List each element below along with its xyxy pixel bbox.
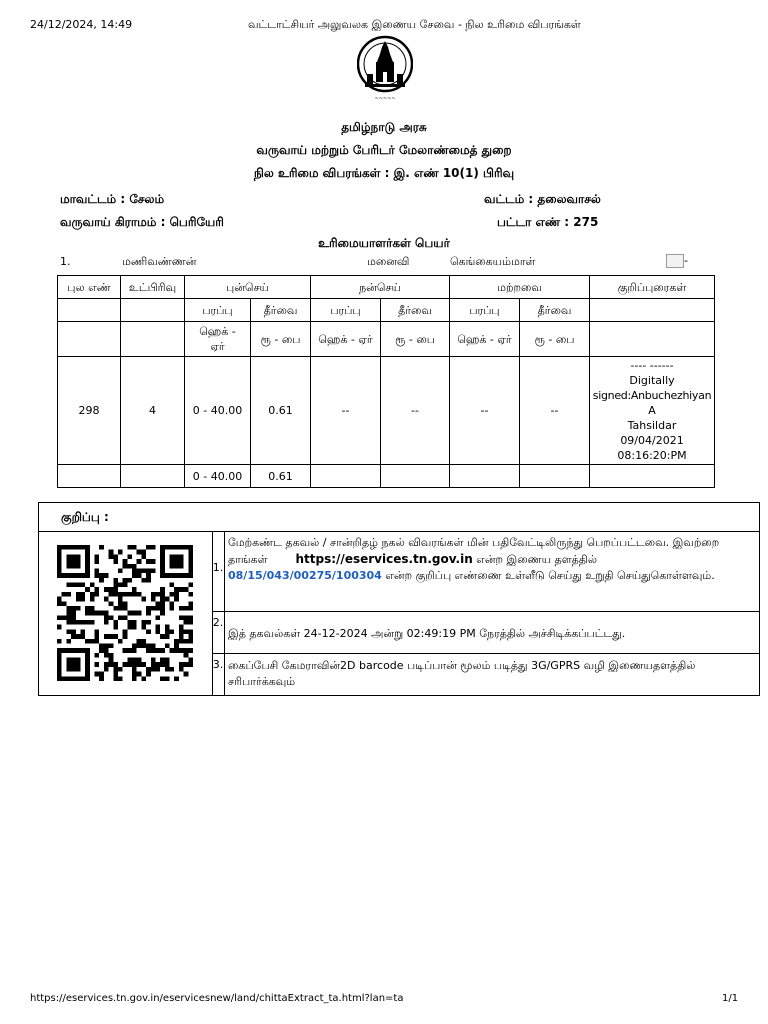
remarks-line: A	[648, 404, 656, 417]
note-number-text: 1.	[212, 561, 224, 574]
nanjai-area-cell: --	[311, 357, 381, 465]
owner-relation: மனைவி	[367, 255, 410, 268]
nanjai-header: நன்செய்	[311, 276, 450, 299]
qr-code-icon	[57, 545, 193, 681]
punjai-header: புன்செய்	[185, 276, 311, 299]
land-details-table	[57, 275, 715, 488]
note-item-2	[212, 612, 759, 654]
svg-text:~~~~~: ~~~~~	[374, 96, 396, 102]
table-total-row	[58, 465, 715, 488]
owners-heading: உரிமையாளர்கள் பெயர்	[318, 236, 450, 250]
nanjai-area-unit: ஹெக் - ஏர்	[311, 322, 381, 357]
taluk-label: வட்டம் : தலைவாசல்	[484, 192, 601, 206]
other-tax-header: தீர்வை	[520, 299, 590, 322]
broken-image-icon	[666, 254, 684, 268]
nanjai-tax-cell: --	[381, 357, 450, 465]
total-punjai-area: 0 - 40.00	[185, 465, 251, 488]
govt-title: தமிழ்நாடு அரசு	[341, 120, 427, 134]
print-footer-url: https://eservices.tn.gov.in/eservicesnew/land/chittaExtract_ta.html?lan=ta	[30, 993, 404, 1004]
punjai-tax-unit: ரூ - பை	[251, 322, 311, 357]
department-title: வருவாய் மற்றும் பேரிடர் மேலாண்மைத் துறை	[256, 143, 512, 157]
other-area-header: பரப்பு	[450, 299, 520, 322]
other-tax-cell: --	[520, 357, 590, 465]
nanjai-tax-unit: ரூ - பை	[381, 322, 450, 357]
note-number-text: 2.	[212, 616, 224, 629]
tamil-nadu-emblem	[357, 34, 413, 108]
broken-image-alt: -	[684, 254, 688, 267]
owner-name: மணிவண்ணன்	[122, 255, 197, 268]
note-item-3	[212, 654, 759, 695]
notes-title-row	[39, 503, 759, 532]
notes-title: குறிப்பு :	[61, 510, 109, 524]
punjai-area-unit	[185, 322, 251, 357]
note-text: கைப்பேசி கேமராவின்2D barcode படிப்பான் மூலம் படித்து 3G/GPRS வழி இணையதளத்தில் சரிபார்க்கவும்	[228, 659, 696, 688]
table-header-row	[58, 276, 715, 299]
owner-relative-name: கெங்கையம்மாள்	[450, 255, 536, 268]
unit-part: ஹெக் -	[199, 325, 236, 338]
remarks-cell	[590, 357, 715, 465]
remarks-header: குறிப்புரைகள்	[590, 276, 715, 299]
survey-number-cell: 298	[58, 357, 121, 465]
note-item-1	[212, 531, 759, 612]
remarks-line: ---- ------	[630, 359, 674, 372]
unit-part: ஏர்	[210, 340, 225, 353]
notes-box	[38, 502, 760, 696]
remarks-line: Digitally	[629, 374, 675, 387]
nanjai-area-header: பரப்பு	[311, 299, 381, 322]
remarks-line: 08:16:20:PM	[617, 449, 687, 462]
remarks-line: Tahsildar	[627, 419, 677, 432]
other-tax-unit: ரூ - பை	[520, 322, 590, 357]
note-text: இத் தகவல்கள் 24-12-2024 அன்று 02:49:19 PM நேரத்தில் அச்சிடிக்கப்பட்டது.	[228, 627, 626, 640]
punjai-tax-header: தீர்வை	[251, 299, 311, 322]
other-area-cell: --	[450, 357, 520, 465]
district-label: மாவட்டம் : சேலம்	[60, 192, 165, 206]
document-title: நில உரிமை விபரங்கள் : இ. எண் 10(1) பிரிவு	[253, 166, 515, 180]
print-footer-page: 1/1	[722, 993, 739, 1004]
nanjai-tax-header: தீர்வை	[381, 299, 450, 322]
note-text-part: என்ற குறிப்பு எண்ணை உள்ளீடு செய்து உறுதி செய்துகொள்ளவும்.	[385, 569, 715, 582]
other-area-unit: ஹெக் - ஏர்	[450, 322, 520, 357]
village-label: வருவாய் கிராமம் : பெரியேரி	[60, 215, 224, 229]
note-number	[212, 654, 225, 695]
note-text-part: மேற்கண்ட தகவல் / சான்றிதழ் நகல் விவரங்கள் மின் பதிவேட்டிலிருந்து பெறப்பட்டவை. இவற்றை தாங்கள்	[228, 536, 720, 566]
note-number	[212, 612, 225, 653]
other-header: மற்றவை	[450, 276, 590, 299]
punjai-area-header: பரப்பு	[185, 299, 251, 322]
owner-number: 1.	[60, 255, 71, 268]
subdivision-cell: 4	[121, 357, 185, 465]
table-units-row	[58, 322, 715, 357]
print-datetime: 24/12/2024, 14:49	[30, 18, 133, 31]
remarks-line: 09/04/2021	[620, 434, 684, 447]
note-number	[212, 531, 225, 611]
eservices-link[interactable]: https://eservices.tn.gov.in	[295, 552, 473, 566]
subdivision-header: உட்பிரிவு	[121, 276, 185, 299]
print-page-title: வட்டாட்சியர் அலுவலக இணைய சேவை - நில உரிமை விபரங்கள்	[248, 18, 581, 31]
punjai-area-cell: 0 - 40.00	[185, 357, 251, 465]
reference-code: 08/15/043/00275/100304	[228, 569, 382, 582]
note-text	[228, 535, 748, 584]
survey-number-header: புல எண்	[58, 276, 121, 299]
qr-cell	[39, 531, 213, 695]
patta-label: பட்டா எண் : 275	[497, 215, 599, 229]
total-punjai-tax: 0.61	[251, 465, 311, 488]
punjai-tax-cell: 0.61	[251, 357, 311, 465]
table-row	[58, 357, 715, 465]
table-subheader-row	[58, 299, 715, 322]
remarks-line: signed:Anbuchezhiyan	[592, 389, 712, 402]
note-number-text: 3.	[212, 658, 224, 671]
note-text-part: என்ற இணைய தளத்தில்	[476, 553, 597, 566]
